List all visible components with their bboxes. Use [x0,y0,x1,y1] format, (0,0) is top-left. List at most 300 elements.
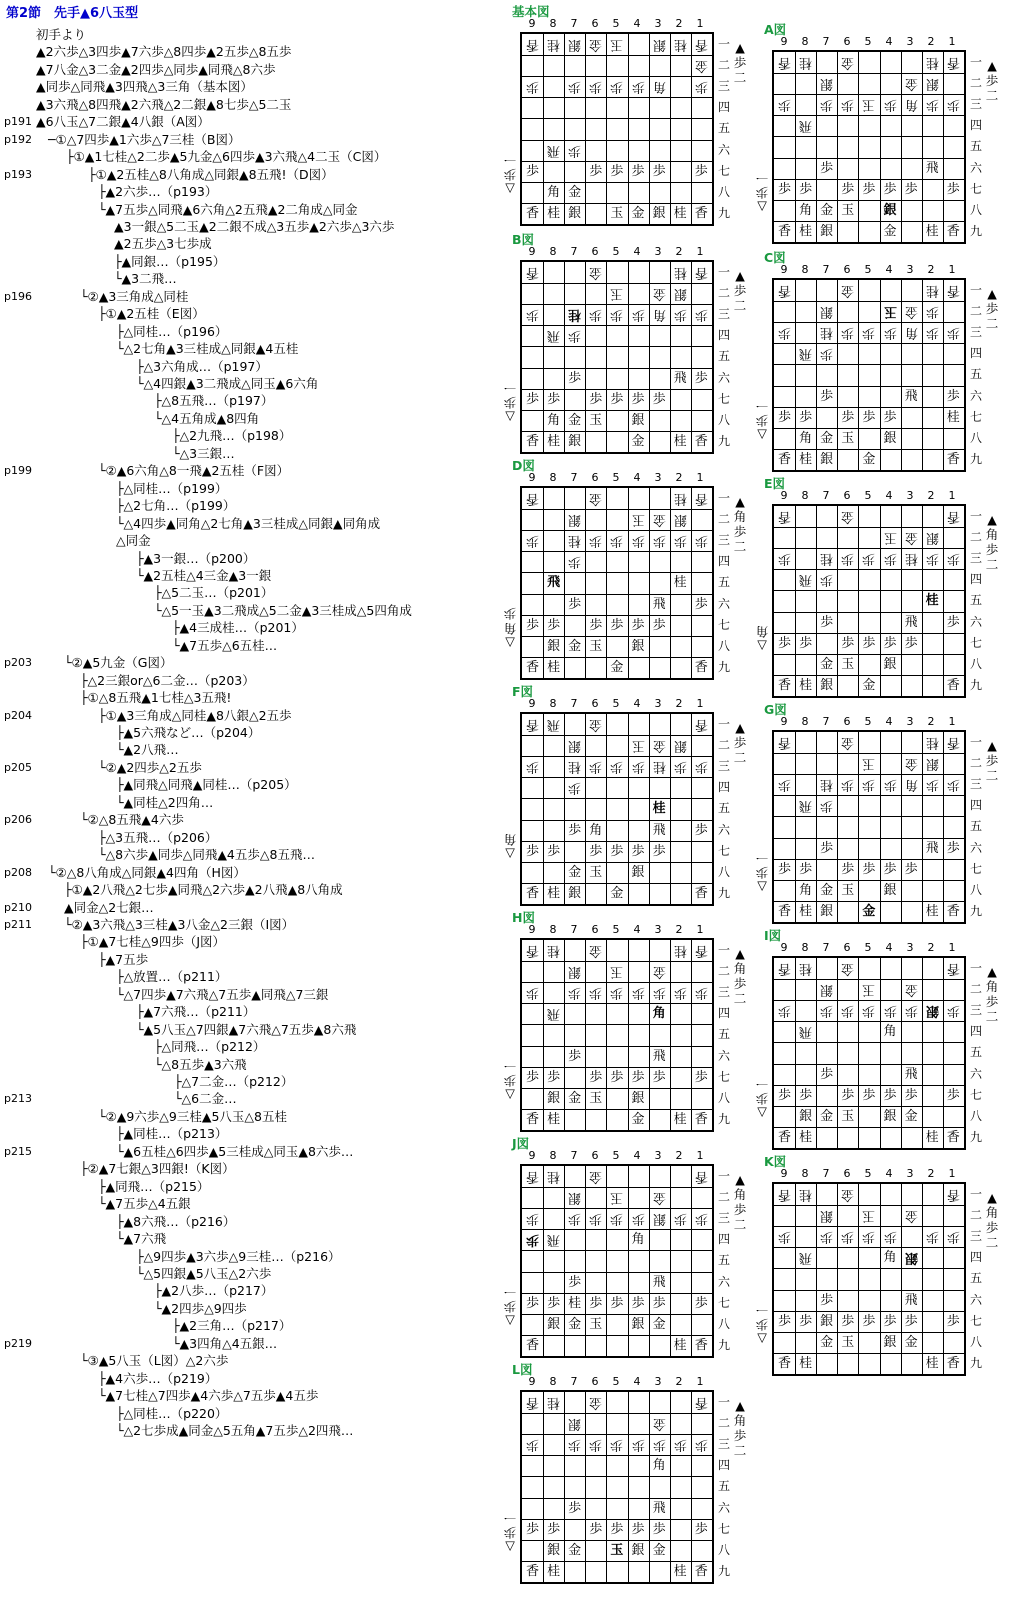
sente-piece: 歩 [946,1087,960,1103]
sente-piece: 歩 [820,1066,834,1082]
gote-piece: 歩 [568,554,582,570]
file-number: 4 [885,941,893,954]
sente-piece: 歩 [820,614,834,630]
gote-piece: 香 [694,37,708,52]
gote-piece: 飛 [799,1024,813,1040]
gote-piece: 歩 [694,1211,708,1227]
rank-numbers [717,486,731,680]
gote-piece: 歩 [820,1229,834,1245]
shogi-diagram [503,682,750,907]
gote-piece: 飛 [799,346,813,362]
tree-line: └△8六歩▲同歩△同飛▲4五歩△8五飛… [98,847,315,863]
gote-piece: 歩 [652,1437,666,1453]
gote-piece: 角 [904,325,918,341]
gote-piece: 歩 [673,985,687,1001]
sente-piece: 香 [946,1129,960,1145]
sente-piece: 歩 [904,861,918,877]
tree-line: └▲7五歩△4五銀 [98,1196,191,1212]
rank-number: 四 [717,554,730,569]
file-numbers [772,715,966,729]
grid-line [543,714,544,904]
shogi-board [772,50,966,244]
grid-line [858,52,859,242]
gote-hand: △歩一 [755,1302,769,1347]
grid-line [691,940,692,1130]
sente-piece: 金 [862,903,876,919]
sente-piece: 歩 [883,1313,897,1329]
sente-piece: 銀 [631,1316,645,1332]
gote-piece: 銀 [568,964,582,980]
file-number: 6 [843,1167,851,1180]
file-number: 5 [864,35,872,48]
sente-piece: 金 [631,205,645,221]
rank-number: 一 [717,37,730,51]
gote-piece: 歩 [589,533,603,549]
file-number: 6 [591,697,599,710]
rank-number: 九 [969,451,982,466]
sente-piece: 桂 [925,593,939,609]
file-number: 8 [801,1167,809,1180]
sente-piece: 金 [820,656,834,672]
gote-piece: 歩 [526,1211,540,1227]
sente-piece: 歩 [883,635,897,651]
file-number: 7 [822,489,830,502]
sente-piece: 歩 [652,1521,666,1537]
rank-number: 七 [969,861,982,876]
sente-piece: 桂 [673,433,687,449]
sente-piece: 歩 [568,370,582,386]
file-number: 8 [549,1375,557,1388]
sente-hand: ▲歩二 [733,720,747,765]
gote-piece: 金 [589,37,603,52]
sente-piece: 銀 [799,1108,813,1124]
gote-piece: 銀 [568,1190,582,1206]
file-number: 3 [654,923,662,936]
rank-number: 八 [969,202,982,217]
sente-piece: 角 [652,1006,666,1022]
gote-piece: 歩 [883,97,897,113]
gote-piece: 桂 [799,1187,813,1202]
rank-number: 四 [969,572,982,587]
gote-piece: 歩 [631,533,645,549]
file-number: 8 [549,471,557,484]
rank-number: 九 [969,223,982,238]
tree-line: └②△8八角成△同銀▲4四角（H図） [48,864,246,880]
gote-piece: 角 [652,307,666,323]
gote-piece: 桂 [568,533,582,549]
gote-piece: 歩 [589,985,603,1001]
gote-piece: 歩 [610,759,624,775]
diagram-label: H図 [512,910,535,925]
tree-line: └▲7七桂△7四歩▲4六歩△7五歩▲4五歩 [98,1388,319,1404]
gote-piece: 玉 [862,756,876,772]
rank-number: 九 [969,1129,982,1144]
rank-number: 三 [969,1003,982,1018]
file-number: 1 [696,1149,704,1162]
gote-piece: 飛 [547,328,561,344]
rank-number: 六 [969,840,982,855]
gote-hand: △歩一 [503,1510,517,1555]
grid-line [858,506,859,696]
rank-number: 一 [717,265,730,279]
shogi-board [520,1164,714,1358]
gote-piece: 歩 [589,759,603,775]
file-number: 7 [570,697,578,710]
sente-piece: 歩 [904,1313,918,1329]
sente-hand: ▲角歩二 [985,512,999,572]
file-number: 6 [843,263,851,276]
tree-line: 初手より [36,27,87,42]
rank-numbers [969,1182,983,1376]
page-ref: p204 [4,708,32,722]
sente-piece: 歩 [820,388,834,404]
sente-piece: 桂 [568,1295,582,1311]
file-number: 9 [528,1149,536,1162]
gote-piece: 香 [526,943,540,958]
sente-piece: 角 [799,882,813,898]
gote-piece: 歩 [631,759,645,775]
sente-piece: 歩 [589,163,603,179]
rank-number: 一 [717,943,730,957]
file-number: 6 [843,35,851,48]
file-numbers [520,697,714,711]
tree-line: └△2七角▲3三桂成△同銀▲4五桂 [116,341,299,357]
sente-piece: 歩 [799,1313,813,1329]
file-number: 1 [948,715,956,728]
file-number: 1 [948,35,956,48]
grid-line [774,364,964,365]
sente-piece: 歩 [547,391,561,407]
gote-piece: 銀 [673,512,687,528]
gote-piece: 歩 [673,1437,687,1453]
shogi-diagram [503,908,750,1133]
grid-line [943,1184,944,1374]
grid-line [628,34,629,224]
grid-line [522,594,712,595]
sente-piece: 歩 [589,1069,603,1085]
sente-piece: 金 [568,412,582,428]
sente-piece: 銀 [883,1334,897,1350]
grid-line [522,1476,712,1477]
gote-piece: 歩 [820,346,834,362]
rank-number: 四 [969,346,982,361]
gote-piece: 歩 [694,759,708,775]
sente-piece: 歩 [694,1521,708,1537]
gote-piece: 金 [652,286,666,302]
shogi-board [520,486,714,680]
file-number: 6 [591,17,599,30]
gote-piece: 歩 [568,1211,582,1227]
rank-number: 八 [969,1334,982,1349]
sente-piece: 銀 [547,638,561,654]
tree-line: ├△同桂…（p199） [116,480,228,496]
sente-piece: 歩 [610,1069,624,1085]
gote-piece: 桂 [925,735,939,750]
rank-number: 二 [969,1208,982,1223]
sente-piece: 歩 [777,1313,791,1329]
gote-piece: 歩 [946,1229,960,1245]
sente-piece: 銀 [547,1090,561,1106]
sente-piece: 香 [946,451,960,467]
sente-piece: 角 [652,1458,666,1474]
sente-hand: ▲歩二 [985,58,999,103]
gote-piece: 歩 [610,1211,624,1227]
gote-piece: 歩 [631,79,645,95]
gote-piece: 香 [946,735,960,750]
rank-number: 一 [717,717,730,731]
gote-piece: 歩 [526,985,540,1001]
grid-line [522,1455,712,1456]
sente-piece: 桂 [547,1563,561,1579]
rank-number: 一 [969,509,982,523]
gote-piece: 桂 [547,1395,561,1410]
file-number: 1 [948,941,956,954]
gote-hand: △歩一 [503,380,517,425]
gote-piece: 金 [652,1190,666,1206]
file-number: 6 [591,1149,599,1162]
rank-number: 三 [717,79,730,94]
rank-number: 九 [717,433,730,448]
sente-piece: 歩 [589,391,603,407]
rank-number: 二 [969,76,982,91]
grid-line [795,1184,796,1374]
sente-hand: ▲角歩二 [733,946,747,1006]
file-number: 1 [696,923,704,936]
rank-number: 七 [969,409,982,424]
file-number: 2 [675,697,683,710]
tree-line: ├▲同桂…（p213） [116,1126,228,1142]
tree-line: └③▲5八玉（L図）△2六歩 [80,1353,229,1369]
grid-line [522,1413,712,1414]
gote-hand: △角 [755,624,769,654]
gote-piece: 香 [694,491,708,506]
sente-piece: 歩 [652,843,666,859]
rank-number: 九 [717,1563,730,1578]
diagram-label: D図 [512,458,535,473]
sente-piece: 銀 [568,205,582,221]
sente-piece: 歩 [799,181,813,197]
gote-piece: 香 [778,1187,792,1202]
sente-piece: 香 [946,677,960,693]
gote-piece: 香 [946,1187,960,1202]
gote-piece: 歩 [568,328,582,344]
gote-piece: 歩 [568,1437,582,1453]
tree-line: ├△8五飛…（p197） [154,393,274,409]
sente-piece: 桂 [799,223,813,239]
gote-piece: 歩 [925,97,939,113]
sente-piece: 歩 [694,596,708,612]
gote-piece: 歩 [820,572,834,588]
sente-piece: 金 [568,1316,582,1332]
tree-line: └②▲3六飛△3三桂▲3八金△2三銀（I図） [64,916,295,932]
file-number: 8 [549,245,557,258]
rank-number: 六 [717,1048,730,1063]
sente-piece: 飛 [652,1274,666,1290]
rank-number: 二 [969,304,982,319]
page-ref: p211 [4,917,32,931]
file-number: 3 [654,1149,662,1162]
tree-line: ├△2三銀or△6二金…（p203） [80,672,255,688]
gote-piece: 歩 [568,79,582,95]
file-number: 1 [948,489,956,502]
rank-number: 八 [717,1316,730,1331]
sente-piece: 金 [568,1090,582,1106]
sente-piece: 金 [862,451,876,467]
shogi-diagram [503,1134,750,1359]
page-ref: p219 [4,1336,32,1350]
file-number: 5 [864,941,872,954]
tree-line: ├②▲7七銀△3四銀!（K図） [80,1161,235,1177]
rank-number: 五 [969,367,982,382]
rank-number: 七 [717,163,730,178]
sente-piece: 桂 [799,903,813,919]
rank-number: 三 [717,985,730,1000]
gote-piece: 玉 [862,982,876,998]
file-number: 3 [906,263,914,276]
rank-number: 六 [717,142,730,157]
sente-piece: 金 [820,1108,834,1124]
sente-piece: 玉 [589,864,603,880]
sente-piece: 香 [525,433,539,449]
sente-piece: 桂 [925,223,939,239]
gote-piece: 金 [589,1395,603,1410]
tree-line: └②▲9六歩△9三桂▲5八玉△8五桂 [98,1108,287,1124]
sente-piece: 金 [568,864,582,880]
gote-piece: 桂 [673,37,687,52]
sente-piece: 銀 [820,451,834,467]
sente-piece: 歩 [631,617,645,633]
gote-piece: 桂 [673,943,687,958]
sente-piece: 角 [799,202,813,218]
sente-piece: 歩 [694,163,708,179]
gote-piece: 歩 [841,1229,855,1245]
file-number: 3 [654,471,662,484]
sente-piece: 歩 [568,1274,582,1290]
gote-piece: 歩 [841,1003,855,1019]
rank-number: 五 [717,1253,730,1268]
sente-piece: 飛 [652,596,666,612]
gote-piece: 香 [946,961,960,976]
rank-number: 二 [717,512,730,527]
file-number: 1 [696,1375,704,1388]
file-number: 6 [591,471,599,484]
sente-piece: 桂 [946,409,960,425]
grid-line [858,280,859,470]
file-number: 5 [864,263,872,276]
shogi-board [520,1390,714,1584]
gote-piece: 銀 [925,756,939,772]
rank-number: 二 [717,1416,730,1431]
sente-piece: 桂 [673,205,687,221]
shogi-diagram [503,456,750,681]
sente-hand: ▲角歩二 [733,1172,747,1232]
file-number: 8 [801,263,809,276]
rank-number: 三 [717,307,730,322]
sente-piece: 金 [820,430,834,446]
rank-number: 三 [717,533,730,548]
gote-piece: 桂 [925,283,939,298]
sente-piece: 歩 [547,843,561,859]
rank-number: 三 [717,1437,730,1452]
gote-piece: 銀 [673,286,687,302]
tree-line: ▲2五歩△3七歩成 [114,236,212,252]
file-number: 8 [549,17,557,30]
rank-number: 七 [717,391,730,406]
sente-piece: 金 [652,1316,666,1332]
grid-line [774,1064,964,1065]
diagram-label: A図 [764,22,787,37]
grid-line [522,1272,712,1273]
rank-number: 四 [717,780,730,795]
rank-number: 五 [717,349,730,364]
file-number: 7 [570,923,578,936]
rank-number: 二 [717,1190,730,1205]
sente-piece: 角 [547,412,561,428]
tree-line: ├△同桂…（p196） [116,323,228,339]
file-numbers [520,17,714,31]
file-number: 4 [885,715,893,728]
rank-number: 九 [717,205,730,220]
tree-line: ├▲8六飛…（p216） [116,1213,236,1229]
gote-hand: △歩一 [503,1284,517,1329]
gote-piece: 歩 [862,777,876,793]
gote-piece: 金 [652,738,666,754]
grid-line [795,506,796,696]
gote-piece: 歩 [946,1003,960,1019]
sente-piece: 銀 [631,1542,645,1558]
sente-piece: 金 [904,1108,918,1124]
gote-piece: 飛 [799,572,813,588]
file-number: 6 [843,489,851,502]
rank-number: 八 [717,412,730,427]
sente-piece: 歩 [777,409,791,425]
file-number: 1 [696,17,704,30]
gote-piece: 歩 [862,1003,876,1019]
tree-line: └②▲5九金（G図） [64,655,173,671]
file-number: 4 [885,1167,893,1180]
sente-piece: 歩 [525,391,539,407]
grid-line [585,34,586,224]
rank-number: 一 [969,735,982,749]
grid-line [774,654,964,655]
rank-number: 六 [717,1500,730,1515]
file-number: 4 [633,1149,641,1162]
sente-piece: 歩 [631,391,645,407]
file-number: 9 [780,35,788,48]
tree-line: ▲同金△2七銀… [64,899,154,915]
gote-piece: 銀 [925,530,939,546]
gote-piece: 香 [946,509,960,524]
file-number: 6 [591,923,599,936]
rank-number: 八 [717,638,730,653]
gote-piece: 桂 [799,55,813,70]
grid-line [606,488,607,678]
sente-hand: ▲歩二 [733,268,747,313]
gote-piece: 歩 [820,798,834,814]
tree-line: ├▲2六歩…（p193） [98,184,218,200]
rank-number: 九 [969,1355,982,1370]
grid-line [774,1332,964,1333]
file-number: 6 [843,715,851,728]
rank-number: 五 [717,1027,730,1042]
sente-piece: 銀 [820,1313,834,1329]
tree-line: └②▲2四歩△2五歩 [98,759,202,775]
sente-piece: 玉 [589,638,603,654]
sente-piece: 歩 [631,1295,645,1311]
gote-piece: 歩 [673,533,687,549]
gote-hand: △歩一 [755,170,769,215]
file-number: 4 [633,697,641,710]
